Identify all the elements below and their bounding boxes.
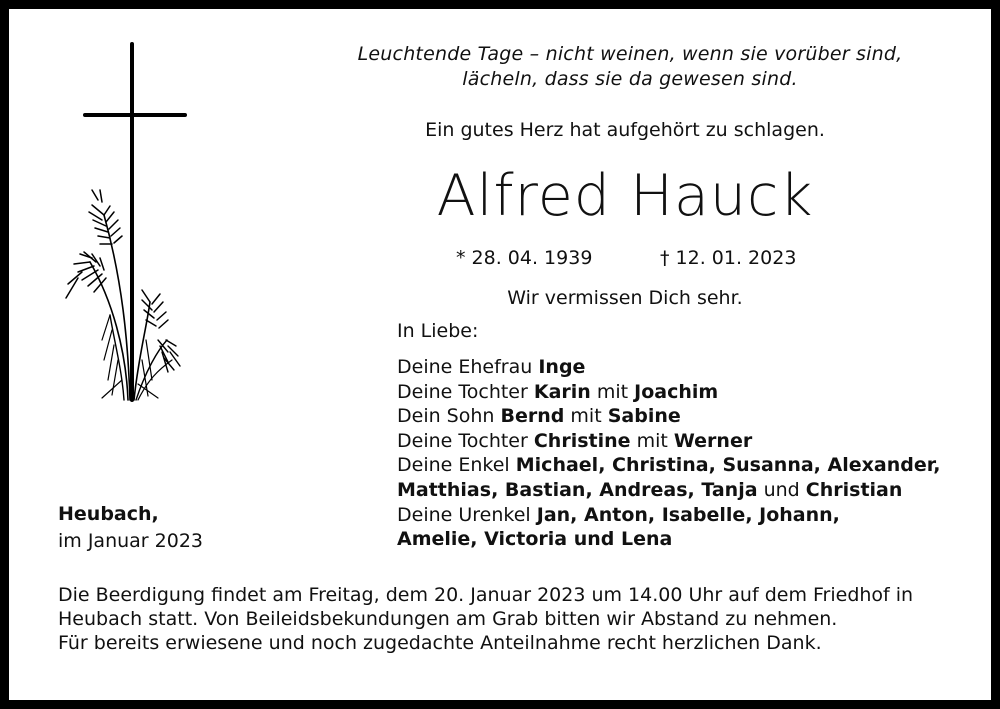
- family-daughter-karin: Deine Tochter Karin mit Joachim: [397, 380, 719, 403]
- motto: [310, 42, 950, 92]
- cross-with-wheat-icon: [62, 40, 192, 406]
- notice-line-3: Für bereits erwiesene und noch zugedachte Anteilnahme recht herzlichen Dank.: [58, 632, 822, 654]
- date-line: im Januar 2023: [58, 530, 204, 552]
- intro-text: Ein gutes Herz hat aufgehört zu schlagen.: [425, 119, 825, 141]
- motto-line-1: Leuchtende Tage – nicht weinen, wenn sie vorüber sind,: [357, 43, 903, 65]
- place: Heubach,: [58, 503, 159, 525]
- family-list: [397, 355, 941, 552]
- in-love-label: In Liebe:: [397, 320, 479, 342]
- notice-line-1: Die Beerdigung findet am Freitag, dem 20. Januar 2023 um 14.00 Uhr auf dem Friedhof in: [58, 584, 914, 606]
- death-date: † 12. 01. 2023: [660, 247, 797, 269]
- miss-text: Wir vermissen Dich sehr.: [507, 287, 743, 309]
- family-son: Dein Sohn Bernd mit Sabine: [397, 405, 681, 428]
- notice-line-2: Heubach statt. Von Beileidsbekundungen am Grab bitten wir Abstand zu nehmen.: [58, 608, 838, 630]
- motto-line-2: lächeln, dass sie da gewesen sind.: [462, 68, 798, 90]
- family-wife: Deine Ehefrau Inge: [397, 356, 586, 378]
- deceased-name: Alfred Hauck: [436, 163, 814, 229]
- family-grandchildren: Deine Enkel Michael, Christina, Susanna, Alexander,: [397, 454, 941, 477]
- family-great-grandchildren-continued: Amelie, Victoria und Lena: [397, 528, 673, 551]
- funeral-notice: [58, 583, 913, 655]
- family-grandchildren-continued: Matthias, Bastian, Andreas, Tanja und Christian: [397, 478, 903, 501]
- birth-date: * 28. 04. 1939: [456, 247, 593, 269]
- family-great-grandchildren: Deine Urenkel Jan, Anton, Isabelle, Johann,: [397, 503, 840, 526]
- family-daughter-christine: Deine Tochter Christine mit Werner: [397, 429, 753, 452]
